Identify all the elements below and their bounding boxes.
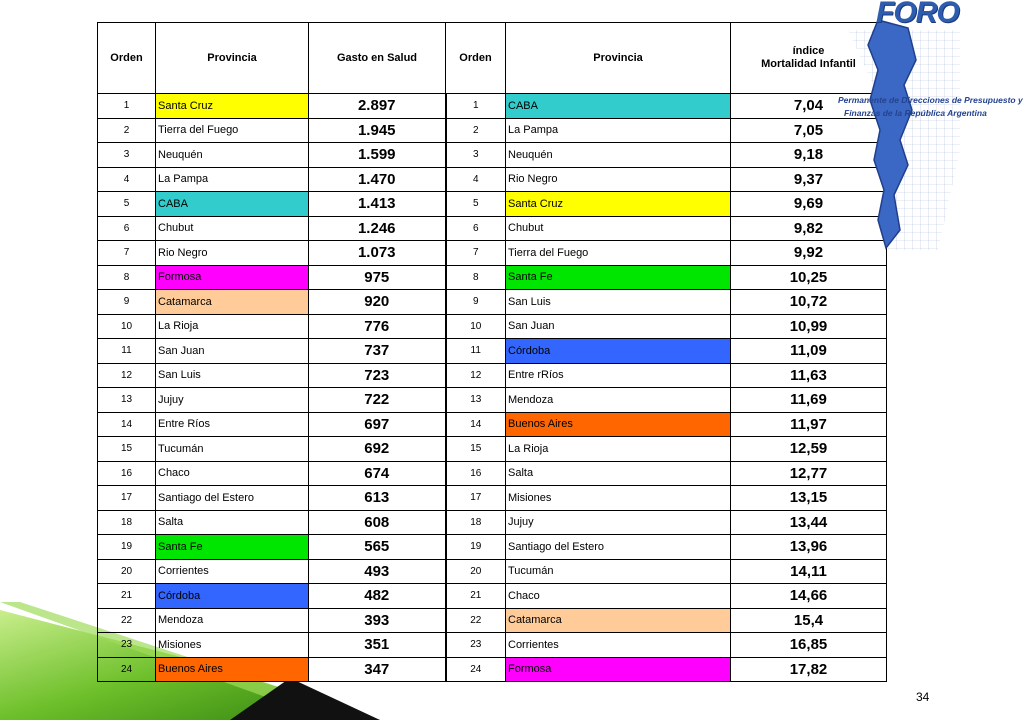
province-left-cell: Formosa <box>156 265 309 290</box>
province-left-cell: Entre Ríos <box>156 412 309 437</box>
province-left-cell: Jujuy <box>156 388 309 413</box>
infant-mortality-cell: 9,92 <box>731 241 887 266</box>
province-left-cell: Salta <box>156 510 309 535</box>
table-row <box>98 167 887 192</box>
order-left-cell: 17 <box>98 486 156 511</box>
health-spending-cell: 920 <box>309 290 446 315</box>
order-left-cell: 13 <box>98 388 156 413</box>
order-right-cell: 6 <box>446 216 506 241</box>
infant-mortality-cell: 17,82 <box>731 657 887 682</box>
infant-mortality-cell: 12,77 <box>731 461 887 486</box>
province-right-cell: Entre rRíos <box>506 363 731 388</box>
order-right-cell: 21 <box>446 584 506 609</box>
order-right-cell: 5 <box>446 192 506 217</box>
order-left-cell: 8 <box>98 265 156 290</box>
infant-mortality-cell: 16,85 <box>731 633 887 658</box>
province-left-cell: Corrientes <box>156 559 309 584</box>
order-left-cell: 22 <box>98 608 156 633</box>
table-row <box>98 584 887 609</box>
province-right-cell: Jujuy <box>506 510 731 535</box>
order-right-cell: 8 <box>446 265 506 290</box>
infant-mortality-cell: 11,09 <box>731 339 887 364</box>
logo-subtitle-line2: Finanzas de la República Argentina <box>844 108 987 118</box>
province-right-cell: Misiones <box>506 486 731 511</box>
province-left-cell: San Luis <box>156 363 309 388</box>
province-right-cell: Rio Negro <box>506 167 731 192</box>
logo-title: FORO <box>876 0 959 29</box>
order-left-cell: 18 <box>98 510 156 535</box>
infant-mortality-cell: 13,15 <box>731 486 887 511</box>
order-right-cell: 14 <box>446 412 506 437</box>
table-row <box>98 94 887 119</box>
order-right-cell: 4 <box>446 167 506 192</box>
infant-mortality-cell: 9,82 <box>731 216 887 241</box>
province-left-cell: Tierra del Fuego <box>156 118 309 143</box>
order-right-cell: 11 <box>446 339 506 364</box>
province-right-cell: Chubut <box>506 216 731 241</box>
infant-mortality-cell: 11,97 <box>731 412 887 437</box>
health-spending-cell: 613 <box>309 486 446 511</box>
table-row <box>98 118 887 143</box>
province-right-cell: Córdoba <box>506 339 731 364</box>
table-row <box>98 657 887 682</box>
order-right-cell: 19 <box>446 535 506 560</box>
health-spending-cell: 737 <box>309 339 446 364</box>
header-order-right: Orden <box>446 23 506 94</box>
order-left-cell: 10 <box>98 314 156 339</box>
province-left-cell: Misiones <box>156 633 309 658</box>
order-right-cell: 17 <box>446 486 506 511</box>
table-body <box>98 94 887 682</box>
table-row <box>98 633 887 658</box>
order-left-cell: 4 <box>98 167 156 192</box>
infant-mortality-cell: 11,63 <box>731 363 887 388</box>
infant-mortality-cell: 13,96 <box>731 535 887 560</box>
order-left-cell: 9 <box>98 290 156 315</box>
province-right-cell: Neuquén <box>506 143 731 168</box>
table-row <box>98 486 887 511</box>
order-left-cell: 6 <box>98 216 156 241</box>
province-left-cell: La Rioja <box>156 314 309 339</box>
table-row <box>98 192 887 217</box>
infant-mortality-cell: 9,37 <box>731 167 887 192</box>
health-spending-cell: 1.073 <box>309 241 446 266</box>
province-right-cell: Formosa <box>506 657 731 682</box>
table-row <box>98 559 887 584</box>
page-number: 34 <box>916 690 930 704</box>
table-row <box>98 290 887 315</box>
infant-mortality-cell: 14,66 <box>731 584 887 609</box>
province-right-cell: Tierra del Fuego <box>506 241 731 266</box>
header-infant-mortality-line1: índice <box>792 45 825 57</box>
order-left-cell: 14 <box>98 412 156 437</box>
table-row <box>98 510 887 535</box>
order-left-cell: 1 <box>98 94 156 119</box>
order-right-cell: 3 <box>446 143 506 168</box>
order-left-cell: 7 <box>98 241 156 266</box>
infant-mortality-cell: 7,04 <box>731 94 887 119</box>
header-health-spending: Gasto en Salud <box>309 23 446 94</box>
order-right-cell: 20 <box>446 559 506 584</box>
ranking-table <box>97 22 887 682</box>
table-row <box>98 314 887 339</box>
order-left-cell: 20 <box>98 559 156 584</box>
province-right-cell: Corrientes <box>506 633 731 658</box>
infant-mortality-cell: 15,4 <box>731 608 887 633</box>
order-right-cell: 7 <box>446 241 506 266</box>
order-left-cell: 2 <box>98 118 156 143</box>
province-left-cell: San Juan <box>156 339 309 364</box>
province-left-cell: Mendoza <box>156 608 309 633</box>
infant-mortality-cell: 9,69 <box>731 192 887 217</box>
province-left-cell: Santiago del Estero <box>156 486 309 511</box>
province-right-cell: San Luis <box>506 290 731 315</box>
health-spending-cell: 608 <box>309 510 446 535</box>
infant-mortality-cell: 11,69 <box>731 388 887 413</box>
province-left-cell: Chubut <box>156 216 309 241</box>
table-row <box>98 437 887 462</box>
order-right-cell: 9 <box>446 290 506 315</box>
province-left-cell: Córdoba <box>156 584 309 609</box>
province-right-cell: Catamarca <box>506 608 731 633</box>
health-spending-cell: 1.945 <box>309 118 446 143</box>
health-spending-cell: 692 <box>309 437 446 462</box>
province-right-cell: Santa Cruz <box>506 192 731 217</box>
order-right-cell: 2 <box>446 118 506 143</box>
health-spending-cell: 674 <box>309 461 446 486</box>
province-left-cell: Santa Fe <box>156 535 309 560</box>
health-spending-cell: 393 <box>309 608 446 633</box>
infant-mortality-cell: 13,44 <box>731 510 887 535</box>
health-spending-cell: 482 <box>309 584 446 609</box>
table-row <box>98 265 887 290</box>
order-left-cell: 21 <box>98 584 156 609</box>
province-right-cell: San Juan <box>506 314 731 339</box>
province-right-cell: Chaco <box>506 584 731 609</box>
header-province-right: Provincia <box>506 23 731 94</box>
province-right-cell: Santiago del Estero <box>506 535 731 560</box>
health-spending-cell: 697 <box>309 412 446 437</box>
health-spending-cell: 723 <box>309 363 446 388</box>
table-row <box>98 339 887 364</box>
order-right-cell: 22 <box>446 608 506 633</box>
foro-logo <box>808 0 1023 250</box>
order-left-cell: 5 <box>98 192 156 217</box>
province-left-cell: Buenos Aires <box>156 657 309 682</box>
health-spending-cell: 1.413 <box>309 192 446 217</box>
infant-mortality-cell: 14,11 <box>731 559 887 584</box>
header-province-left: Provincia <box>156 23 309 94</box>
order-right-cell: 1 <box>446 94 506 119</box>
province-left-cell: CABA <box>156 192 309 217</box>
province-left-cell: Chaco <box>156 461 309 486</box>
table-row <box>98 412 887 437</box>
table-row <box>98 388 887 413</box>
order-left-cell: 15 <box>98 437 156 462</box>
province-right-cell: La Rioja <box>506 437 731 462</box>
infant-mortality-cell: 12,59 <box>731 437 887 462</box>
infant-mortality-cell: 10,72 <box>731 290 887 315</box>
order-right-cell: 15 <box>446 437 506 462</box>
argentina-map-icon <box>808 0 960 250</box>
table-row <box>98 608 887 633</box>
header-infant-mortality-line2: Mortalidad Infantil <box>761 58 856 70</box>
province-left-cell: Santa Cruz <box>156 94 309 119</box>
order-right-cell: 23 <box>446 633 506 658</box>
order-left-cell: 16 <box>98 461 156 486</box>
infant-mortality-cell: 10,25 <box>731 265 887 290</box>
province-right-cell: Mendoza <box>506 388 731 413</box>
table-row <box>98 363 887 388</box>
order-right-cell: 12 <box>446 363 506 388</box>
health-spending-cell: 351 <box>309 633 446 658</box>
province-right-cell: Salta <box>506 461 731 486</box>
province-right-cell: Santa Fe <box>506 265 731 290</box>
province-right-cell: La Pampa <box>506 118 731 143</box>
header-order-left: Orden <box>98 23 156 94</box>
table-row <box>98 143 887 168</box>
health-spending-cell: 493 <box>309 559 446 584</box>
province-left-cell: La Pampa <box>156 167 309 192</box>
order-right-cell: 10 <box>446 314 506 339</box>
infant-mortality-cell: 7,05 <box>731 118 887 143</box>
order-right-cell: 13 <box>446 388 506 413</box>
health-spending-cell: 347 <box>309 657 446 682</box>
health-spending-cell: 975 <box>309 265 446 290</box>
province-left-cell: Rio Negro <box>156 241 309 266</box>
province-left-cell: Catamarca <box>156 290 309 315</box>
province-left-cell: Tucumán <box>156 437 309 462</box>
health-spending-cell: 722 <box>309 388 446 413</box>
order-left-cell: 24 <box>98 657 156 682</box>
province-right-cell: Tucumán <box>506 559 731 584</box>
order-left-cell: 12 <box>98 363 156 388</box>
order-right-cell: 18 <box>446 510 506 535</box>
order-left-cell: 23 <box>98 633 156 658</box>
table-row <box>98 535 887 560</box>
province-right-cell: CABA <box>506 94 731 119</box>
table-row <box>98 461 887 486</box>
health-spending-cell: 1.599 <box>309 143 446 168</box>
order-right-cell: 16 <box>446 461 506 486</box>
order-left-cell: 3 <box>98 143 156 168</box>
table-row <box>98 241 887 266</box>
order-left-cell: 11 <box>98 339 156 364</box>
order-right-cell: 24 <box>446 657 506 682</box>
table-row <box>98 216 887 241</box>
health-spending-cell: 565 <box>309 535 446 560</box>
health-spending-cell: 1.246 <box>309 216 446 241</box>
health-spending-cell: 776 <box>309 314 446 339</box>
header-row <box>98 23 887 94</box>
infant-mortality-cell: 9,18 <box>731 143 887 168</box>
health-spending-cell: 2.897 <box>309 94 446 119</box>
province-right-cell: Buenos Aires <box>506 412 731 437</box>
logo-subtitle-line1: Permanente de Direcciones de Presupuesto y <box>838 95 1023 105</box>
health-spending-cell: 1.470 <box>309 167 446 192</box>
order-left-cell: 19 <box>98 535 156 560</box>
province-left-cell: Neuquén <box>156 143 309 168</box>
infant-mortality-cell: 10,99 <box>731 314 887 339</box>
